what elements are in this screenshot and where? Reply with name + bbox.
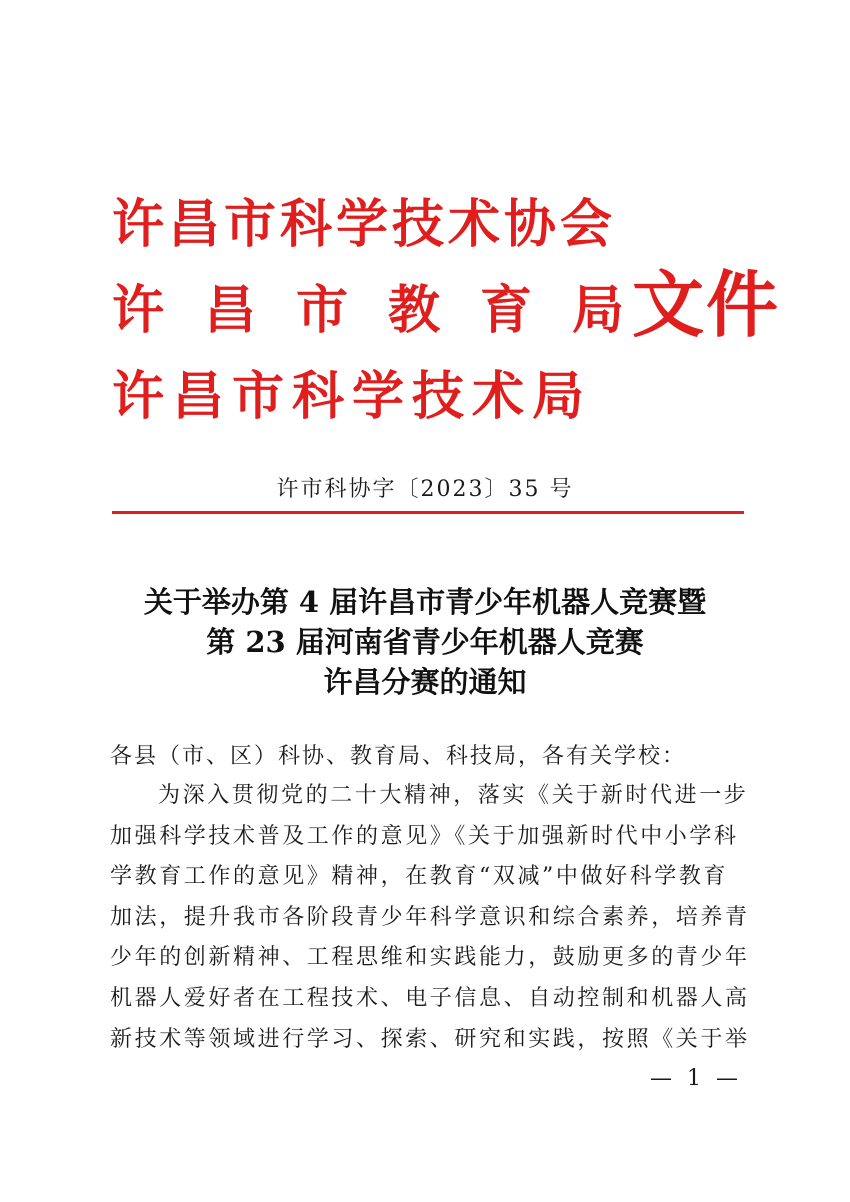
body-line: 新技术等领域进行学习、探索、研究和实践，按照《关于举 (110, 1026, 750, 1052)
body-line: 为深入贯彻党的二十大精神，落实《关于新时代进一步 (158, 783, 749, 808)
title-line-3: 许昌分赛的通知 (323, 665, 527, 699)
title-line-1: 关于举办第 4 届许昌市青少年机器人竞赛暨 (143, 585, 707, 619)
red-divider-rule (112, 511, 744, 514)
document-type-label: 文件 (632, 263, 781, 347)
title-line-2: 第 23 届河南省青少年机器人竞赛 (206, 625, 644, 659)
document-number: 许市科协字〔2023〕35 号 (276, 477, 574, 502)
body-line: 少年的创新精神、工程思维和实践能力，鼓励更多的青少年 (110, 945, 750, 971)
issuer-name-association: 许昌市科学技术协会 (112, 195, 617, 255)
page-number: — 1 — (650, 1066, 742, 1091)
document-title (0, 582, 850, 702)
issuer-name-education-bureau: 许昌市教育局 (112, 281, 665, 341)
body-line: 加强科学技术普及工作的意见》《关于加强新时代中小学科 (110, 823, 739, 849)
issuer-name-technology-bureau: 许昌市科学技术局 (112, 367, 593, 427)
issuer-header (112, 190, 781, 427)
body-line: 机器人爱好者在工程技术、电子信息、自动控制和机器人高 (110, 985, 750, 1011)
body-line: 学教育工作的意见》精神，在教育“双减”中做好科学教育 (110, 864, 729, 890)
salutation: 各县（市、区）科协、教育局、科技局，各有关学校： (110, 744, 687, 769)
body-line: 加法，提升我市各阶段青少年科学意识和综合素养，培养青 (110, 904, 750, 930)
body-text (110, 776, 750, 1060)
